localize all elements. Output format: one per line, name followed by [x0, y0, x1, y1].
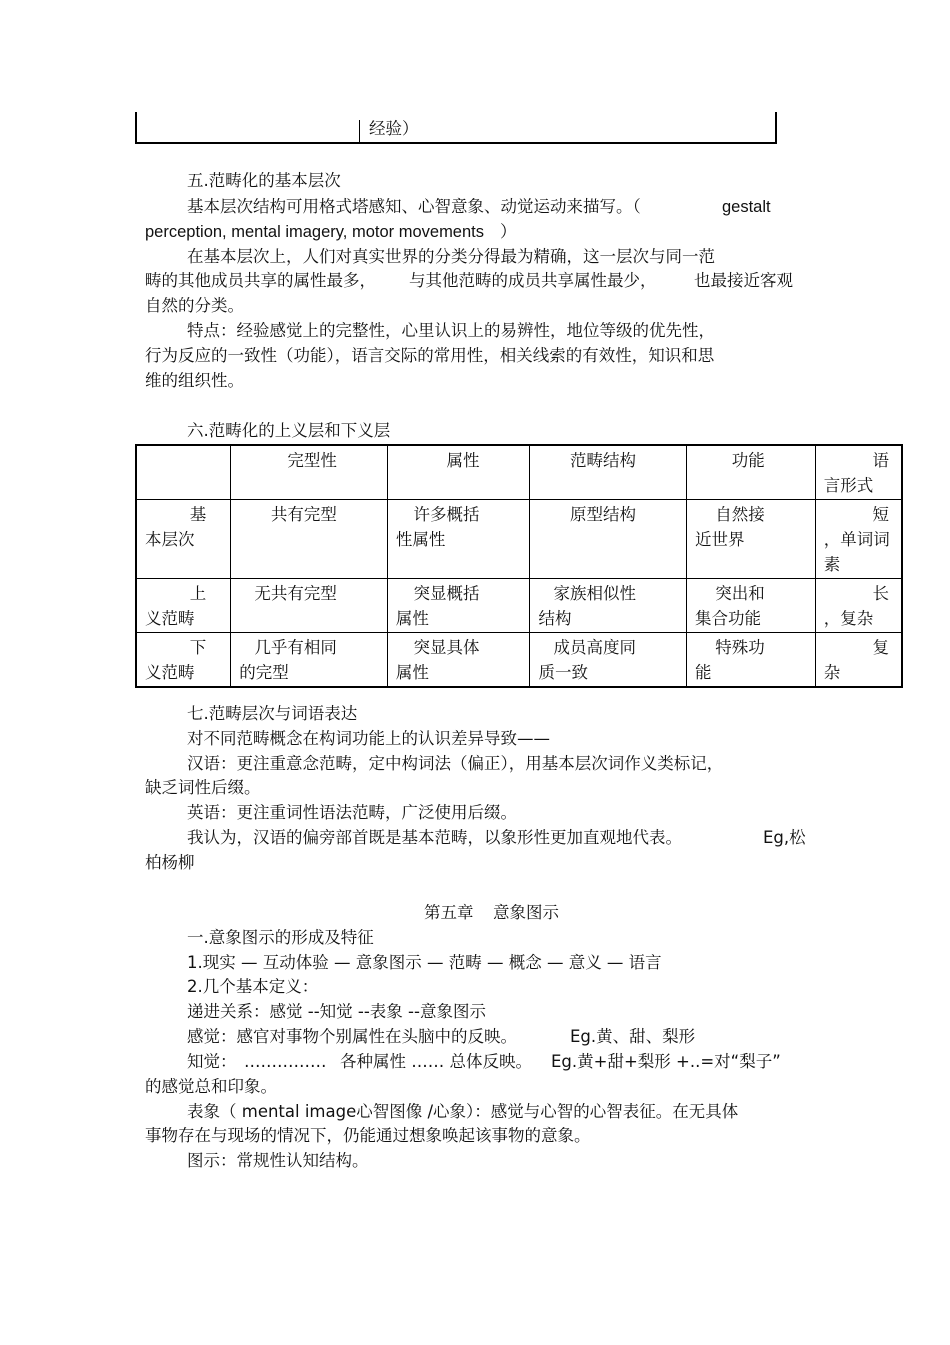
row-label-superordinate: 上 义范畴 — [136, 579, 231, 633]
table-row — [136, 633, 902, 688]
table-cell: 无共有完型 — [231, 579, 388, 633]
table-cell: 成员高度同 质一致 — [530, 633, 687, 688]
s5-para2-line3: 自然的分类。 — [145, 296, 244, 315]
ch5-perception-example: Eg.黄+甜+梨形 +..=对“梨子” — [551, 1052, 781, 1071]
table-cell: 几乎有相同 的完型 — [231, 633, 388, 688]
category-levels-table — [135, 444, 903, 688]
table-header-row — [136, 445, 902, 500]
s5-para2-line2c: 也最接近客观 — [694, 271, 793, 290]
s5-para3-line2: 行为反应的一致性（功能），语言交际的常用性，相关线索的有效性，知识和思 — [145, 346, 715, 365]
table-cell: 突显概括 属性 — [387, 579, 530, 633]
s5-para1-line1: 基本层次结构可用格式塔感知、心智意象、动觉运动来描写。（ — [187, 197, 641, 216]
ch5-perception-line2: 的感觉总和印象。 — [145, 1077, 277, 1096]
table-row — [136, 579, 902, 633]
row-label-basic: 基 本层次 — [136, 500, 231, 579]
s7-para3: 英语：更注重词性语法范畴，广泛使用后缀。 — [187, 803, 517, 822]
s5-para3-line3: 维的组织性。 — [145, 371, 244, 390]
s5-para2-line1: 在基本层次上，人们对真实世界的分类分得最为精确，这一层次与同一范 — [187, 247, 715, 266]
table-cell: 共有完型 — [231, 500, 388, 579]
table-cell: 突出和 集合功能 — [687, 579, 816, 633]
ch5-definition-schema: 图示：常规性认知结构。 — [187, 1151, 369, 1170]
ch5-perception-dots: …………… — [244, 1052, 327, 1071]
s5-para1-english: gestalt — [722, 198, 771, 216]
ch5-definition-progression: 递进关系：感觉 --知觉 --表象 --意象图示 — [187, 1002, 486, 1021]
table-cell: 复 杂 — [815, 633, 902, 688]
header-cell-empty — [136, 445, 231, 500]
ch5-sensation-example: Eg.黄、甜、梨形 — [570, 1027, 696, 1046]
table-cell: 许多概括 性属性 — [387, 500, 530, 579]
table-cell: 原型结构 — [530, 500, 687, 579]
s7-para4-line1: 我认为，汉语的偏旁部首既是基本范畴，以象形性更加直观地代表。 — [187, 828, 682, 847]
ch5-definition-perception-label: 知觉： — [187, 1052, 237, 1071]
ch5-representation-line2: 事物存在与现场的情况下，仍能通过想象唤起该事物的意象。 — [145, 1126, 591, 1145]
section-7-heading: 七.范畴层次与词语表达 — [187, 704, 358, 723]
s5-para1-close-paren: ） — [500, 222, 517, 241]
s7-para2-line2: 缺乏词性后缀。 — [145, 778, 261, 797]
column-divider — [359, 120, 360, 142]
table-cell: 自然接 近世界 — [687, 500, 816, 579]
s5-para2-line2b: 与其他范畴的成员共享属性最少， — [409, 271, 657, 290]
section-6-heading: 六.范畴化的上义层和下义层 — [187, 421, 391, 440]
ch5-item-2: 2.几个基本定义： — [187, 977, 319, 996]
chapter-title-name: 意象图示 — [493, 903, 559, 922]
ch5-perception-text: 各种属性 …… 总体反映。 — [340, 1052, 532, 1071]
s7-para4-example: Eg,松 — [763, 828, 806, 847]
table-cell: 突显具体 属性 — [387, 633, 530, 688]
ch5-definition-sensation: 感觉：感官对事物个别属性在头脑中的反映。 — [187, 1027, 517, 1046]
s7-para1: 对不同范畴概念在构词功能上的认识差异导致—— — [187, 729, 550, 748]
chapter-title-number: 第五章 — [424, 903, 474, 922]
ch5-definition-representation: 表象（ mental image心智图像 /心象）：感觉与心智的心智表征。在无具体 — [187, 1102, 739, 1121]
header-cell-structure: 范畴结构 — [530, 445, 687, 500]
header-cell-attributes: 属性 — [387, 445, 530, 500]
table-cell: 长 ，复杂 — [815, 579, 902, 633]
section-5-heading: 五.范畴化的基本层次 — [187, 171, 341, 190]
header-cell-form: 语 言形式 — [815, 445, 902, 500]
table-cell: 家族相似性 结构 — [530, 579, 687, 633]
previous-table-fragment — [135, 112, 777, 144]
row-label-subordinate: 下 义范畴 — [136, 633, 231, 688]
table-cell: 短 ，单词词 素 — [815, 500, 902, 579]
header-cell-gestalt: 完型性 — [231, 445, 388, 500]
s7-para4-line2: 柏杨柳 — [145, 853, 195, 872]
s5-para3-line1: 特点：经验感觉上的完整性，心里认识上的易辨性，地位等级的优先性， — [187, 321, 715, 340]
ch5-item-1: 1.现实 — 互动体验 — 意象图示 — 范畴 — 概念 — 意义 — 语言 — [187, 953, 662, 972]
s7-para2-line1: 汉语：更注重意念范畴，定中构词法（偏正），用基本层次词作义类标记， — [187, 754, 724, 773]
s5-para2-line2a: 畴的其他成员共享的属性最多， — [145, 271, 376, 290]
table-cell-text: 经验） — [369, 119, 419, 138]
table-cell: 特殊功 能 — [687, 633, 816, 688]
ch5-section-1-heading: 一.意象图示的形成及特征 — [187, 928, 374, 947]
s5-para1-line2: perception, mental imagery, motor movements — [145, 223, 484, 241]
header-cell-function: 功能 — [687, 445, 816, 500]
table-row — [136, 500, 902, 579]
